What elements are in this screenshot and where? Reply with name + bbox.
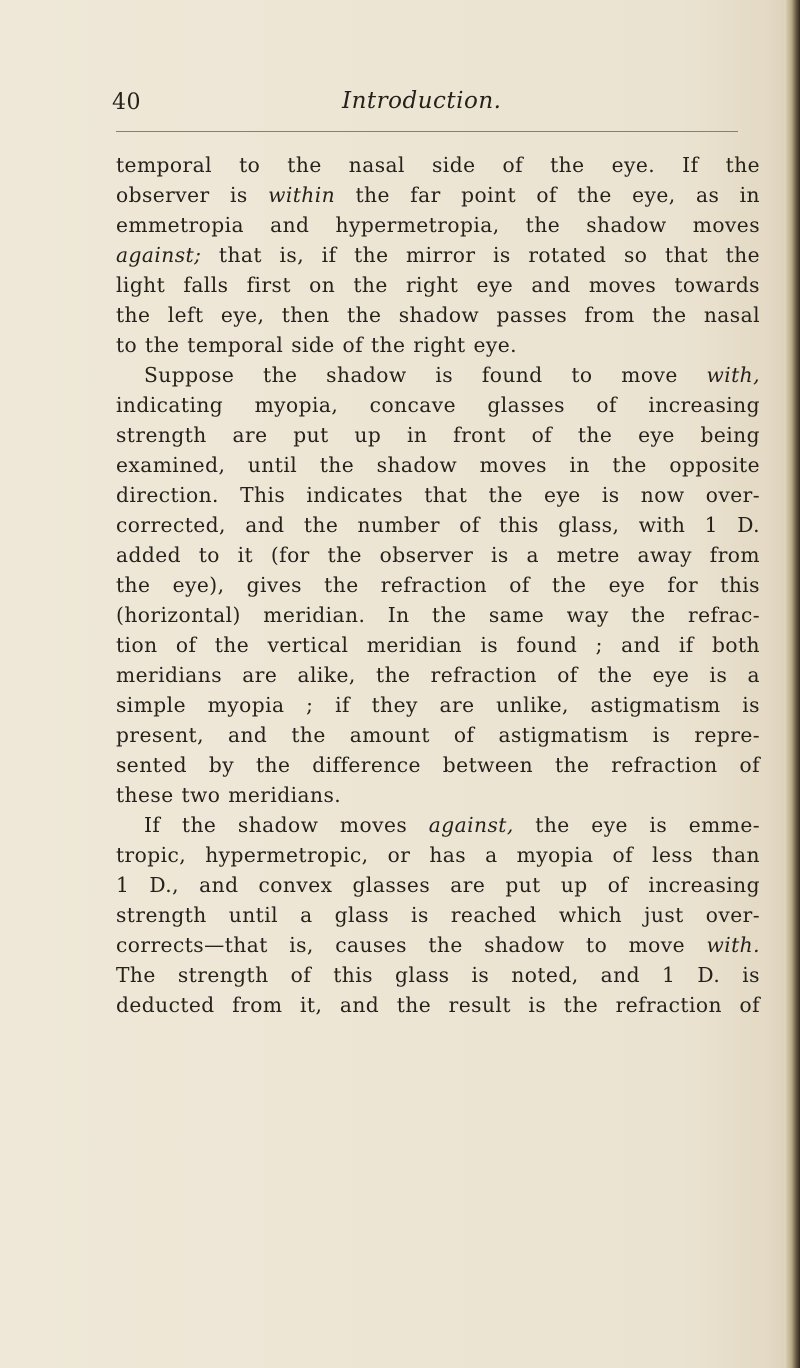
text-line: sented by the difference between the refraction of <box>116 753 760 777</box>
text-line: present, and the amount of astigmatism is repre- <box>116 723 760 747</box>
text-line: to the temporal side of the right eye. <box>116 333 517 357</box>
text-line <box>116 360 760 390</box>
text-line: the left eye, then the shadow passes from the nasal <box>116 303 760 327</box>
text-line: deducted from it, and the result is the refraction of <box>116 993 760 1017</box>
text-line: tropic, hypermetropic, or has a myopia of less than <box>116 843 760 867</box>
text-line: light falls first on the right eye and moves towards <box>116 273 760 297</box>
italic-word: with, <box>706 363 760 387</box>
text-line: (horizontal) meridian. In the same way the refrac- <box>116 603 760 627</box>
text-run: Suppose the shadow is found to move <box>144 363 707 387</box>
text-run: the far point of the eye, as in <box>335 183 760 207</box>
text-line: tion of the vertical meridian is found ; and if both <box>116 633 760 657</box>
text-run: corrects—that is, causes the shadow to move <box>116 933 707 957</box>
text-run: If the shadow moves <box>144 813 429 837</box>
text-line <box>116 180 760 210</box>
text-line: examined, until the shadow moves in the opposite <box>116 453 760 477</box>
italic-word: within <box>268 183 336 207</box>
text-line <box>116 240 760 270</box>
running-header <box>112 84 756 128</box>
text-line: indicating myopia, concave glasses of increasing <box>116 393 760 417</box>
text-line: simple myopia ; if they are unlike, astigmatism is <box>116 693 760 717</box>
text-line: meridians are alike, the refraction of the eye is a <box>116 663 760 687</box>
running-title: Introduction. <box>342 88 502 114</box>
text-run: observer is <box>116 183 269 207</box>
header-rule <box>116 131 738 132</box>
text-line: strength are put up in front of the eye being <box>116 423 760 447</box>
text-line <box>116 810 760 840</box>
text-line: emmetropia and hypermetropia, the shadow moves <box>116 213 760 237</box>
page-edge-shadow <box>786 0 800 1368</box>
text-line: these two meridians. <box>116 783 342 807</box>
text-line: The strength of this glass is noted, and 1 D. is <box>116 963 760 987</box>
text-line: corrected, and the number of this glass, with 1 D. <box>116 513 760 537</box>
text-line: strength until a glass is reached which just over- <box>116 903 760 927</box>
body-text <box>116 150 760 1020</box>
page-number: 40 <box>112 90 141 115</box>
text-line: temporal to the nasal side of the eye. If the <box>116 153 760 177</box>
text-line: 1 D., and convex glasses are put up of increasing <box>116 873 760 897</box>
text-run: the eye is emme- <box>513 813 761 837</box>
italic-word: with. <box>706 933 760 957</box>
italic-word: against; <box>116 243 202 267</box>
italic-word: against, <box>428 813 514 837</box>
text-line: direction. This indicates that the eye is now over- <box>116 483 760 507</box>
text-line <box>116 930 760 960</box>
text-line: added to it (for the observer is a metre away from <box>116 543 760 567</box>
text-line: the eye), gives the refraction of the eye for this <box>116 573 760 597</box>
text-run: that is, if the mirror is rotated so that the <box>201 243 760 267</box>
